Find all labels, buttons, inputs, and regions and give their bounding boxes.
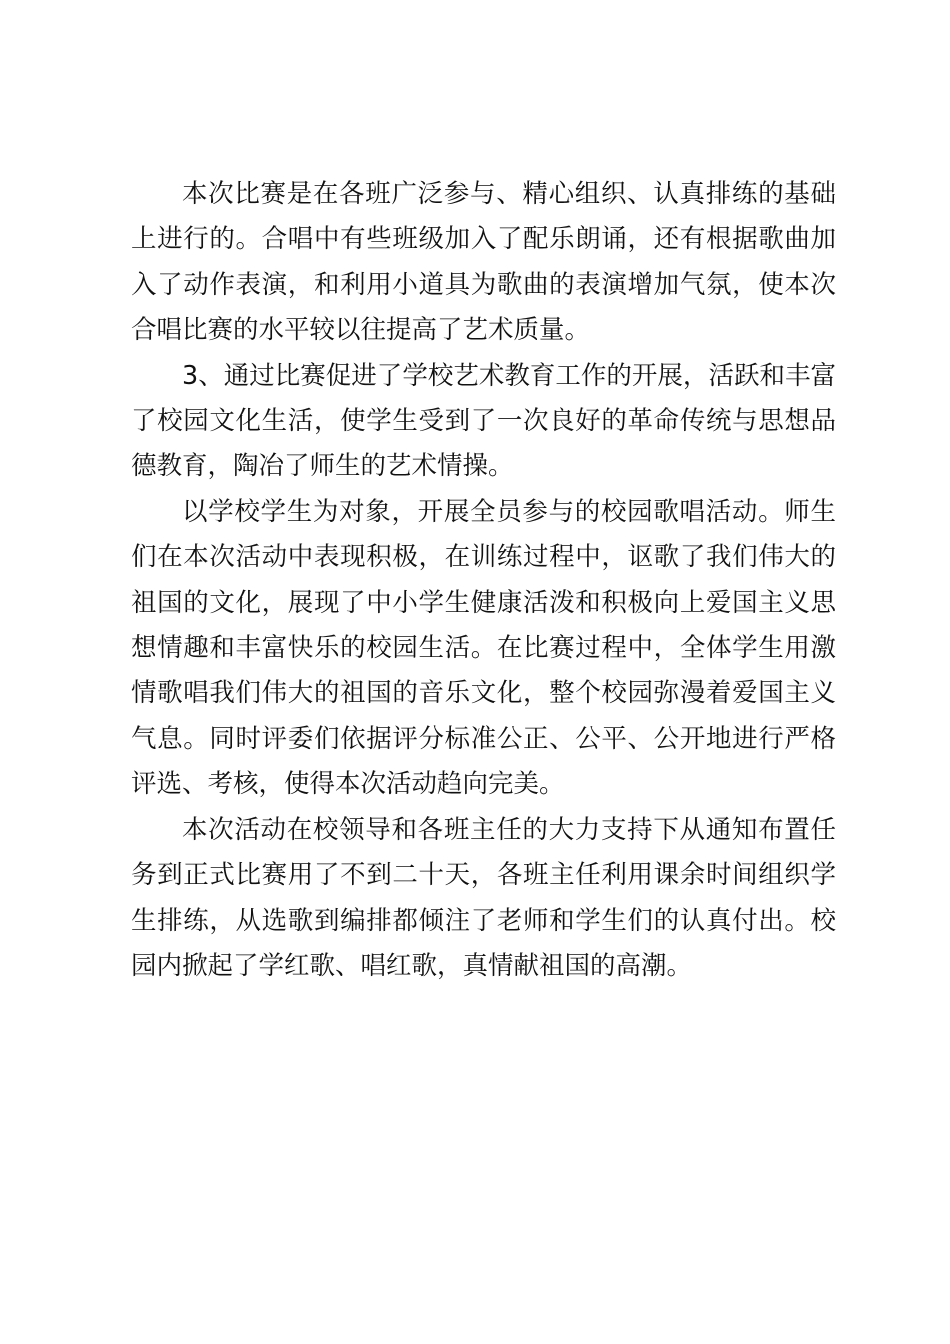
paragraph-choir-competition-basis: 本次比赛是在各班广泛参与、精心组织、认真排练的基础上进行的。合唱中有些班级加入了配乐朗诵，还有根据歌曲加入了动作表演，和利用小道具为歌曲的表演增加气氛，使本次合唱比赛的水平较以往提高了艺术质量。 xyxy=(131,179,836,346)
paragraph-arts-education: 3、通过比赛促进了学校艺术教育工作的开展，活跃和丰富了校园文化生活，使学生受到了一次良好的革命传统与思想品德教育，陶冶了师生的艺术情操。 xyxy=(131,360,836,482)
paragraph-leadership-support: 本次活动在校领导和各班主任的大力支持下从通知布置任务到正式比赛用了不到二十天，各班主任利用课余时间组织学生排练，从选歌到编排都倾注了老师和学生们的认真付出。校园内掀起了学红歌、唱红歌，真情献祖国的高潮。 xyxy=(131,814,836,981)
document-body xyxy=(131,172,836,989)
paragraph-campus-singing-activity: 以学校学生为对象，开展全员参与的校园歌唱活动。师生们在本次活动中表现积极，在训练过程中，讴歌了我们伟大的祖国的文化，展现了中小学生健康活泼和积极向上爱国主义思想情趣和丰富快乐的校园生活。在比赛过程中，全体学生用激情歌唱我们伟大的祖国的音乐文化，整个校园弥漫着爱国主义气息。同时评委们依据评分标准公正、公平、公开地进行严格评选、考核，使得本次活动趋向完美。 xyxy=(131,496,836,800)
